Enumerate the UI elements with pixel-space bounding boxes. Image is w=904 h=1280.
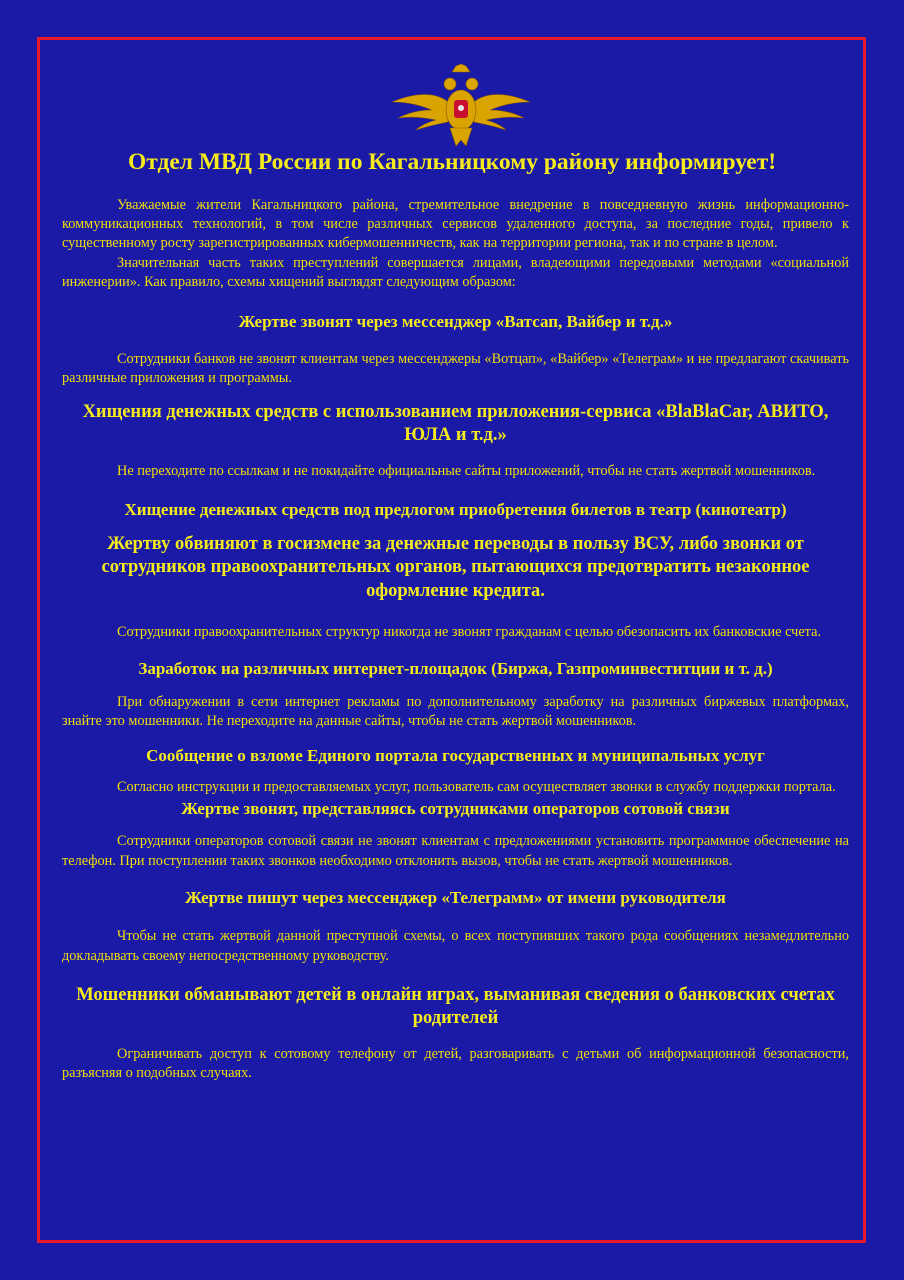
section-text: Чтобы не стать жертвой данной преступной схемы, о всех поступивших такого рода сообщениях незамедлительно докладывать своему непосредственному руководству.	[62, 928, 849, 964]
section-heading: Хищения денежных средств с использованием приложения-сервиса «BlaBlaCar, АВИТО, ЮЛА и т.д.»	[82, 401, 829, 446]
section-text: При обнаружении в сети интернет рекламы по дополнительному заработку на различных биржевых платформах, знайте это мошенники. Не переходите на данные сайты, чтобы не стать жертвой мошенников.	[62, 693, 849, 730]
section-text: Сотрудники операторов сотовой связи не звонят клиентам с предложениями установить программное обеспечение на телефон. При поступлении таких звонков необходимо отклонить вызов, чтобы не стать жертвой мошенников.	[62, 833, 849, 869]
section-heading: Жертве звонят через мессенджер «Ватсап, Вайбер и т.д.»	[238, 312, 673, 332]
section-text: Ограничивать доступ к сотовому телефону от детей, разговаривать с детьми об информационной безопасности, разъясняя о подобных случаях.	[62, 1045, 849, 1081]
section-text: Не переходите по ссылкам и не покидайте официальные сайты приложений, чтобы не стать жертвой мошенников.	[117, 462, 816, 479]
section-heading: Жертву обвиняют в госизмене за денежные переводы в пользу ВСУ, либо звонки от сотрудников правоохранительных органов, пытающихся предотвратить незаконное оформление кредита.	[101, 533, 810, 601]
section-heading: Хищение денежных средств под предлогом приобретения билетов в театр (кинотеатр)	[124, 500, 787, 520]
section-text: Сотрудники правоохранительных структур никогда не звонят гражданам с целью обезопасить их банковские счета.	[117, 624, 822, 641]
mvd-double-headed-eagle-emblem	[392, 62, 530, 148]
page-title: Отдел МВД России по Кагальницкому району информирует!	[127, 149, 777, 175]
section-heading: Заработок на различных интернет-площадок (Биржа, Газпроминвеститции и т. д.)	[138, 659, 773, 679]
section-heading: Жертве звонят, представляясь сотрудниками операторов сотовой связи	[181, 798, 730, 818]
section-heading: Сообщение о взломе Единого портала государственных и муниципальных услуг	[146, 746, 765, 766]
intro-paragraph: Уважаемые жители Кагальницкого района, стремительное внедрение в повседневную жизнь информационно-коммуникационных технологий, в том числе различных сервисов удаленного доступа, за последние годы, привело к существенному росту зарегистрированных кибермошенничеств, как на территории региона, так и по стране в целом.	[62, 197, 849, 252]
article-body	[62, 196, 849, 1083]
section-text: Сотрудники банков не звонят клиентам через мессенджеры «Вотцап», «Вайбер» «Телеграм» и не предлагают скачивать различные приложения и программы.	[62, 350, 849, 386]
intro-paragraph: Значительная часть таких преступлений совершается лицами, владеющими передовыми методами «социальной инженерии». Как правило, схемы хищений выглядят следующим образом:	[62, 254, 849, 290]
section-heading: Мошенники обманывают детей в онлайн играх, выманивая сведения о банковских счетах родителей	[76, 984, 835, 1029]
section-text: Согласно инструкции и предоставляемых услуг, пользователь сам осуществляет звонки в службу поддержки портала.	[117, 778, 836, 795]
section-heading: Жертве пишут через мессенджер «Телеграмм» от имени руководителя	[185, 887, 726, 907]
